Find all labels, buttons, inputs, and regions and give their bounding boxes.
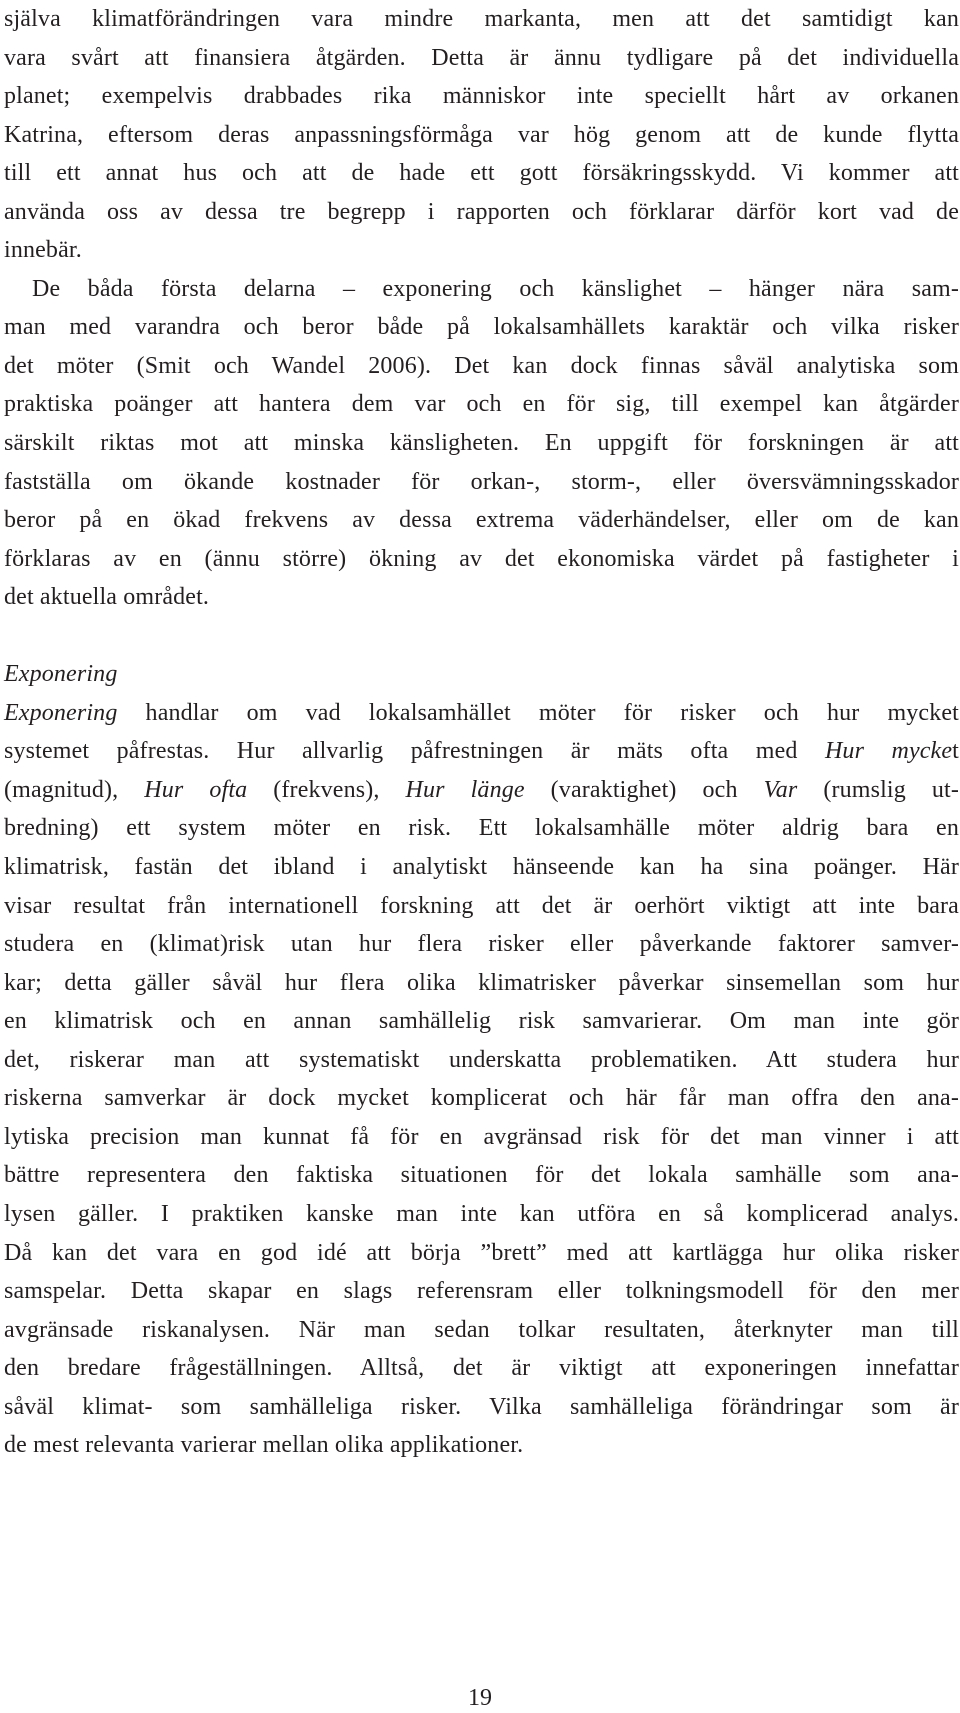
text-line: klimatrisk, fastän det ibland i analytiskt hänseende kan ha sina poänger. Här (4, 854, 959, 881)
italic-term: Hur mycke (824, 738, 953, 765)
text-line: De båda första delarna – exponering och känslighet – hänger nära sam- (32, 275, 959, 302)
text-line: det aktuella området. (4, 584, 210, 611)
text-line (4, 694, 959, 733)
text-line: såväl klimat- som samhälleliga risker. Vilka samhälleliga förändringar som är (4, 1393, 959, 1420)
text-run: t (952, 738, 959, 765)
text-run: (magnitud), (4, 776, 145, 803)
document-page (4, 0, 959, 1465)
text-line: särskilt riktas mot att minska känsligheten. En uppgift för forskningen är att (4, 430, 959, 457)
text-run: (rumslig ut- (797, 776, 959, 803)
text-line: visar resultat från internationell forskning att det är oerhört viktigt att inte bara (4, 892, 959, 919)
italic-term: Exponering (4, 699, 118, 726)
text-line: praktiska poänger att hantera dem var och en för sig, till exempel kan åtgärder (4, 391, 959, 418)
text-run: systemet påfrestas. Hur allvarlig påfrestningen är mäts ofta med (4, 738, 825, 765)
text-line: avgränsade riskanalysen. När man sedan tolkar resultaten, återknyter man till (4, 1316, 959, 1343)
text-line: planet; exempelvis drabbades rika människor inte speciellt hårt av orkanen (4, 83, 959, 110)
text-run: (varaktighet) och (524, 776, 764, 803)
paragraph-2 (4, 270, 959, 617)
paragraph-3 (4, 694, 959, 1465)
text-line: Då kan det vara en god idé att börja ”brett” med att kartlägga hur olika risker (4, 1239, 959, 1266)
text-line: beror på en ökad frekvens av dessa extrema väderhändelser, eller om de kan (4, 507, 959, 534)
text-line: de mest relevanta varierar mellan olika applikationer. (4, 1432, 524, 1459)
text-line: den bredare frågeställningen. Alltså, det är viktigt att exponeringen innefattar (4, 1355, 959, 1382)
text-line (4, 732, 959, 771)
text-line: vara svårt att finansiera åtgärden. Detta är ännu tydligare på det individuella (4, 44, 959, 71)
text-run: (frekvens), (247, 776, 406, 803)
text-line (4, 771, 959, 810)
text-line: bättre representera den faktiska situationen för det lokala samhälle som ana- (4, 1162, 959, 1189)
section-heading: Exponering (4, 661, 118, 688)
italic-term: Hur ofta (144, 776, 248, 803)
text-line: riskerna samverkar är dock mycket komplicerat och här får man offra den ana- (4, 1085, 959, 1112)
text-line: en klimatrisk och en annan samhällelig risk samvarierar. Om man inte gör (4, 1008, 959, 1035)
text-line: själva klimatförändringen vara mindre markanta, men att det samtidigt kan (4, 6, 959, 32)
text-line: samspelar. Detta skapar en slags referensram eller tolkningsmodell för den mer (4, 1278, 959, 1305)
text-line: förklaras av en (ännu större) ökning av det ekonomiska värdet på fastigheter i (4, 545, 959, 572)
text-line: fastställa om ökande kostnader för orkan-, storm-, eller översvämningsskador (4, 468, 959, 495)
text-line: lysen gäller. I praktiken kanske man inte kan utföra en så komplicerad analys. (4, 1200, 959, 1227)
italic-term: Var (763, 776, 798, 803)
text-line: Katrina, eftersom deras anpassningsförmåga var hög genom att de kunde flytta (4, 121, 959, 148)
text-run: handlar om vad lokalsamhället möter för risker och hur mycket (117, 699, 959, 726)
italic-term: Hur länge (405, 776, 525, 803)
text-line: det möter (Smit och Wandel 2006). Det kan dock finnas såväl analytiska som (4, 352, 959, 379)
text-line: innebär. (4, 237, 82, 264)
text-line: kar; detta gäller såväl hur flera olika klimatrisker påverkar sinsemellan som hur (4, 969, 959, 996)
text-line: bredning) ett system möter en risk. Ett lokalsamhälle möter aldrig bara en (4, 815, 959, 842)
section-spacer (4, 617, 959, 656)
text-line: man med varandra och beror både på lokalsamhällets karaktär och vilka risker (4, 314, 959, 341)
text-line: studera en (klimat)risk utan hur flera risker eller påverkande faktorer samver- (4, 931, 959, 958)
text-line: det, riskerar man att systematiskt underskatta problematiken. Att studera hur (4, 1046, 959, 1073)
text-line: lytiska precision man kunnat få för en avgränsad risk för det man vinner i att (4, 1123, 959, 1150)
text-line: använda oss av dessa tre begrepp i rapporten och förklarar därför kort vad de (4, 198, 959, 225)
paragraph-1 (4, 0, 959, 270)
page-number: 19 (468, 1685, 492, 1711)
text-line: till ett annat hus och att de hade ett gott försäkringsskydd. Vi kommer att (4, 160, 959, 187)
